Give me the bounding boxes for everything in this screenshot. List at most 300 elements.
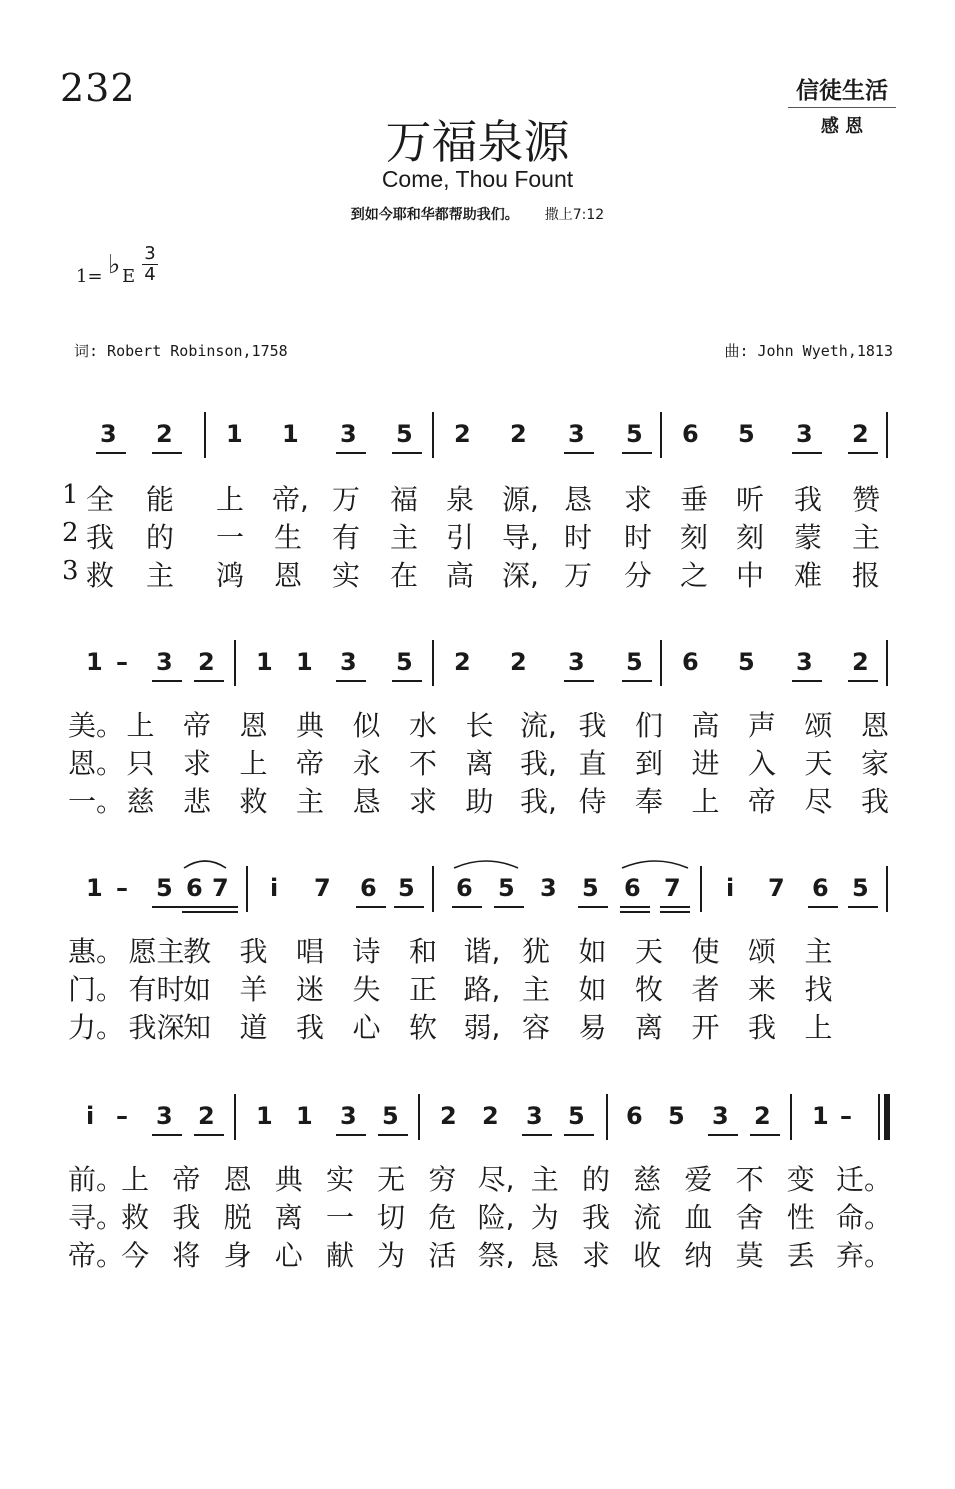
lyric-char: 主 [145,559,174,592]
jianpu-note: 3 [156,648,173,676]
key-note: E [122,266,136,287]
jianpu-note: 3 [526,1102,543,1130]
lyric-char: 家 [860,747,889,780]
jianpu-note: 2 [198,1102,215,1130]
lyric-char: 到 [634,747,663,780]
lyric-char: 主 [804,935,833,968]
lyric-char: 帝 [172,1163,201,1196]
category-label: 信徒生活 [788,72,896,108]
lyric-char: 典 [295,709,324,742]
lyric-char: 我, [520,747,557,780]
jianpu-note: – [116,1102,128,1130]
lyric-char: 活 [428,1239,457,1272]
jianpu-note: 7 [768,874,785,902]
jianpu-note: 5 [382,1102,399,1130]
lyric-char: 收 [633,1239,662,1272]
lyric-char: 有 [331,521,360,554]
underline-beam [356,906,386,908]
lyric-char: 我深 [128,1011,185,1044]
lyric-char: 找 [804,973,833,1006]
lyric-char: 恳 [352,785,381,818]
lyric-char: 惠。 [68,935,125,968]
lyric-char: 进 [691,747,720,780]
jianpu-note: 6 [186,874,203,902]
underline-beam [620,911,650,913]
jianpu-note: 5 [498,874,515,902]
jianpu-note: i̇ [270,874,279,902]
underline-beam [848,452,878,454]
lyric-char: 如 [182,973,211,1006]
jianpu-note: 2 [454,648,471,676]
lyric-char: 颂 [804,709,833,742]
lyric-char: 求 [623,483,652,516]
lyric-char: 有时 [128,973,185,1006]
lyric-char: 的 [581,1163,610,1196]
bar-line [700,866,702,912]
jianpu-note: 3 [568,648,585,676]
bar-line [606,1094,608,1140]
lyric-char: 帝 [295,747,324,780]
lyric-char: 难 [793,559,822,592]
lyric-line [0,1158,955,1196]
jianpu-note: 1 [296,1102,313,1130]
lyric-char: 上 [121,1163,150,1196]
lyric-char: 恩 [239,709,268,742]
lyric-char: 弃。 [836,1239,893,1272]
lyric-line [0,1196,955,1234]
bar-line [204,412,206,458]
lyric-char: 帝, [272,483,309,516]
lyric-char: 心 [274,1239,303,1272]
jianpu-note: 3 [712,1102,729,1130]
underline-beam [194,680,224,682]
lyric-char: 悲 [182,785,211,818]
jianpu-note: 6 [682,420,699,448]
underline-beam [208,911,238,913]
jianpu-note: 6 [626,1102,643,1130]
jianpu-note: 1 [812,1102,829,1130]
lyric-char: 恩 [273,559,302,592]
jianpu-note: 6 [360,874,377,902]
lyric-char: 典 [274,1163,303,1196]
lyric-char: 实 [331,559,360,592]
jianpu-note: 3 [340,1102,357,1130]
lyric-char: 性 [786,1201,815,1234]
lyric-char: 险, [477,1201,515,1234]
lyric-char: 一。 [68,785,125,818]
underline-beam [336,1134,366,1136]
lyric-line [0,704,955,742]
lyric-char: 们 [634,709,663,742]
underline-beam [808,906,838,908]
jianpu-note: 6 [682,648,699,676]
lyric-char: 丢 [786,1239,815,1272]
lyric-char: 寻。 [68,1201,125,1234]
lyric-char: 生 [273,521,302,554]
lyric-char: 刻 [679,521,708,554]
lyric-char: 恩 [223,1163,252,1196]
lyric-char: 报 [851,559,880,592]
scripture-verse [0,204,955,224]
bar-line [432,640,434,686]
jianpu-note: 1 [226,420,243,448]
bar-line [660,412,662,458]
lyric-char: 帝。 [68,1239,125,1272]
lyric-char: 莫 [735,1239,764,1272]
lyric-char: 主 [295,785,324,818]
lyric-char: 危 [428,1201,457,1234]
jianpu-note: 3 [340,420,357,448]
lyric-char: 长 [465,709,494,742]
jianpu-note: – [840,1102,852,1130]
lyric-char: 易 [578,1011,607,1044]
lyric-line [0,1234,955,1272]
lyric-char: 实 [325,1163,354,1196]
underline-beam [792,452,822,454]
slur [182,856,228,870]
time-top: 3 [142,244,158,265]
lyric-char: 正 [408,973,437,1006]
jianpu-note: 7 [664,874,681,902]
jianpu-note: 1 [86,648,103,676]
slur [452,856,520,870]
lyric-line [0,516,955,554]
jianpu-note: 7 [314,874,331,902]
lyric-char: 救 [239,785,268,818]
lyric-char: 为 [377,1239,406,1272]
lyric-char: 舍 [735,1201,764,1234]
lyric-char: 流 [633,1201,662,1234]
lyric-char: 变 [786,1163,815,1196]
bar-line [234,640,236,686]
underline-beam [194,1134,224,1136]
jianpu-note: 5 [398,874,415,902]
lyric-char: 我, [520,785,557,818]
lyric-line [0,478,955,516]
lyric-line [0,554,955,592]
lyric-char: 身 [223,1239,252,1272]
jianpu-note: 1 [282,420,299,448]
underline-beam [152,906,182,908]
notation-row [0,1094,955,1144]
lyric-line [0,742,955,780]
jianpu-note: 5 [668,1102,685,1130]
lyric-char: 路, [463,973,501,1006]
jianpu-note: 5 [582,874,599,902]
underline-beam [152,680,182,682]
underline-beam [494,906,524,908]
lyric-char: 我 [239,935,268,968]
lyric-char: 来 [747,973,776,1006]
underline-beam [708,1134,738,1136]
lyric-char: 深, [502,559,539,592]
underline-beam [522,1134,552,1136]
underline-beam [452,906,482,908]
verse-reference: 撒上7:12 [544,207,605,223]
lyric-char: 垂 [679,483,708,516]
underline-beam [96,452,126,454]
lyric-char: 我 [172,1201,201,1234]
lyric-char: 愿主 [128,935,185,968]
lyric-char: 命。 [836,1201,893,1234]
underline-beam [392,452,422,454]
lyric-char: 牧 [634,973,663,1006]
lyric-char: 听 [735,483,764,516]
jianpu-note: 3 [796,648,813,676]
underline-beam [394,906,424,908]
lyric-char: 将 [172,1239,201,1272]
jianpu-note: 5 [568,1102,585,1130]
jianpu-note: 6 [456,874,473,902]
lyric-char: 离 [465,747,494,780]
lyric-char: 福 [389,483,418,516]
lyric-char: 今 [121,1239,150,1272]
underline-beam [848,906,878,908]
lyric-char: 万 [331,483,360,516]
underline-beam [622,680,652,682]
jianpu-note: 3 [340,648,357,676]
jianpu-note: 2 [852,420,869,448]
underline-beam [336,680,366,682]
lyric-char: 上 [239,747,268,780]
jianpu-note: 5 [396,648,413,676]
lyric-char: 恩。 [68,747,125,780]
lyric-char: 犹 [521,935,550,968]
lyric-char: 泉 [445,483,474,516]
lyric-char: 脱 [223,1201,252,1234]
lyric-char: 全 [85,483,114,516]
jianpu-note: 1 [296,648,313,676]
jianpu-note: 5 [626,648,643,676]
lyric-char: 声 [747,709,776,742]
lyric-char: 美。 [68,709,125,742]
underline-beam [208,906,238,908]
jianpu-note: 5 [626,420,643,448]
lyric-char: 知 [182,1011,211,1044]
lyric-char: 失 [352,973,381,1006]
lyric-char: 万 [563,559,592,592]
lyric-char: 和 [408,935,437,968]
lyric-char: 者 [691,973,720,1006]
jianpu-note: 6 [812,874,829,902]
lyricist-credit: 词: Robert Robinson,1758 [74,342,288,360]
lyric-char: 道 [239,1011,268,1044]
lyric-char: 的 [145,521,174,554]
jianpu-note: 2 [454,420,471,448]
lyric-char: 纳 [684,1239,713,1272]
lyric-char: 我 [578,709,607,742]
hymn-number: 232 [60,66,136,110]
jianpu-note: 3 [796,420,813,448]
flat-sign: ♭ [108,250,121,280]
lyric-char: 奉 [634,785,663,818]
lyric-char: 教 [182,935,211,968]
underline-beam [848,680,878,682]
underline-beam [620,906,650,908]
verse-number: 1 [62,480,79,510]
underline-beam [750,1134,780,1136]
jianpu-note: 2 [510,648,527,676]
jianpu-note: 2 [156,420,173,448]
subcategory-label: 感 恩 [820,116,864,137]
lyric-char: 引 [445,521,474,554]
jianpu-note: 6 [624,874,641,902]
lyric-char: 导, [502,521,539,554]
underline-beam [564,680,594,682]
underline-beam [792,680,822,682]
underline-beam [336,452,366,454]
lyric-char: 不 [735,1163,764,1196]
underline-beam [564,452,594,454]
lyric-char: 力。 [68,1011,125,1044]
lyric-char: 诗 [352,935,381,968]
lyric-char: 弱, [463,1011,501,1044]
jianpu-note: 2 [754,1102,771,1130]
jianpu-note: 3 [568,420,585,448]
lyric-char: 帝 [747,785,776,818]
lyric-char: 一 [215,521,244,554]
lyric-char: 似 [352,709,381,742]
jianpu-note: 2 [482,1102,499,1130]
lyric-line [0,780,955,818]
slur [620,856,690,870]
jianpu-note: 2 [440,1102,457,1130]
lyric-char: 离 [274,1201,303,1234]
lyric-char: 上 [691,785,720,818]
lyric-char: 迁。 [836,1163,893,1196]
lyric-char: 唱 [295,935,324,968]
lyric-char: 之 [679,559,708,592]
jianpu-note: 1 [86,874,103,902]
bar-line [660,640,662,686]
bar-line [246,866,248,912]
jianpu-note: 5 [738,648,755,676]
lyric-char: 如 [578,973,607,1006]
notation-row [0,412,955,462]
jianpu-note: 3 [100,420,117,448]
jianpu-note: 7 [212,874,229,902]
lyric-char: 直 [578,747,607,780]
lyric-char: 前。 [68,1163,125,1196]
jianpu-note: 5 [852,874,869,902]
jianpu-note: 2 [198,648,215,676]
lyric-char: 能 [145,483,174,516]
jianpu-note: 2 [852,648,869,676]
verse-text: 到如今耶和华都帮助我们。 [350,207,519,223]
lyric-char: 高 [691,709,720,742]
lyric-char: 祭, [477,1239,515,1272]
jianpu-note: 3 [540,874,557,902]
lyric-char: 高 [445,559,474,592]
lyric-char: 谐, [463,935,501,968]
lyric-char: 羊 [239,973,268,1006]
lyric-char: 主 [851,521,880,554]
lyric-char: 使 [691,935,720,968]
bar-line [886,866,888,912]
jianpu-note: 2 [510,420,527,448]
lyric-char: 鸿 [215,559,244,592]
lyric-char: 颂 [747,935,776,968]
key-label: 1= [76,266,103,287]
lyric-char: 慈 [633,1163,662,1196]
bar-line [234,1094,236,1140]
lyric-char: 恳 [563,483,592,516]
lyric-char: 主 [389,521,418,554]
jianpu-note: 1 [256,648,273,676]
jianpu-note: 5 [738,420,755,448]
jianpu-note: 3 [156,1102,173,1130]
lyric-char: 求 [581,1239,610,1272]
jianpu-note: 5 [396,420,413,448]
lyric-char: 源, [502,483,539,516]
lyric-char: 我 [860,785,889,818]
lyric-char: 我 [747,1011,776,1044]
notation-row [0,640,955,690]
composer-credit: 曲: John Wyeth,1813 [724,342,893,360]
lyric-char: 迷 [295,973,324,1006]
underline-beam [578,906,608,908]
hymn-subtitle: Come, Thou Fount [381,166,574,192]
lyric-char: 软 [408,1011,437,1044]
lyric-char: 一 [325,1201,354,1234]
lyric-char: 门。 [68,973,125,1006]
lyric-char: 恩 [860,709,889,742]
underline-beam [392,680,422,682]
jianpu-note: i̇ [726,874,735,902]
lyric-char: 尽 [804,785,833,818]
lyric-char: 侍 [578,785,607,818]
lyric-char: 蒙 [793,521,822,554]
lyric-char: 分 [623,559,652,592]
lyric-char: 天 [634,935,663,968]
lyric-char: 慈 [126,785,155,818]
bar-line [886,640,888,686]
underline-beam [660,911,690,913]
lyric-char: 时 [623,521,652,554]
lyric-char: 尽, [477,1163,515,1196]
lyric-char: 容 [521,1011,550,1044]
bar-line [432,412,434,458]
lyric-line [0,968,955,1006]
bar-line [886,412,888,458]
lyric-line [0,930,955,968]
time-bottom: 4 [144,264,156,285]
lyric-char: 只 [126,747,155,780]
jianpu-note: – [116,874,128,902]
lyric-char: 离 [634,1011,663,1044]
lyric-char: 我 [581,1201,610,1234]
lyric-char: 主 [521,973,550,1006]
lyric-char: 时 [563,521,592,554]
lyric-char: 上 [126,709,155,742]
lyric-char: 永 [352,747,381,780]
lyric-char: 主 [530,1163,559,1196]
underline-beam [152,1134,182,1136]
lyric-char: 上 [215,483,244,516]
time-signature [142,244,158,285]
lyric-char: 无 [377,1163,406,1196]
lyric-char: 中 [735,559,764,592]
jianpu-note: 5 [156,874,173,902]
lyric-char: 救 [121,1201,150,1234]
lyric-char: 上 [804,1011,833,1044]
jianpu-note: i̇ [86,1102,95,1130]
lyric-char: 爱 [684,1163,713,1196]
notation-row [0,866,955,916]
lyric-char: 天 [804,747,833,780]
lyric-char: 开 [691,1011,720,1044]
lyric-char: 流, [520,709,557,742]
